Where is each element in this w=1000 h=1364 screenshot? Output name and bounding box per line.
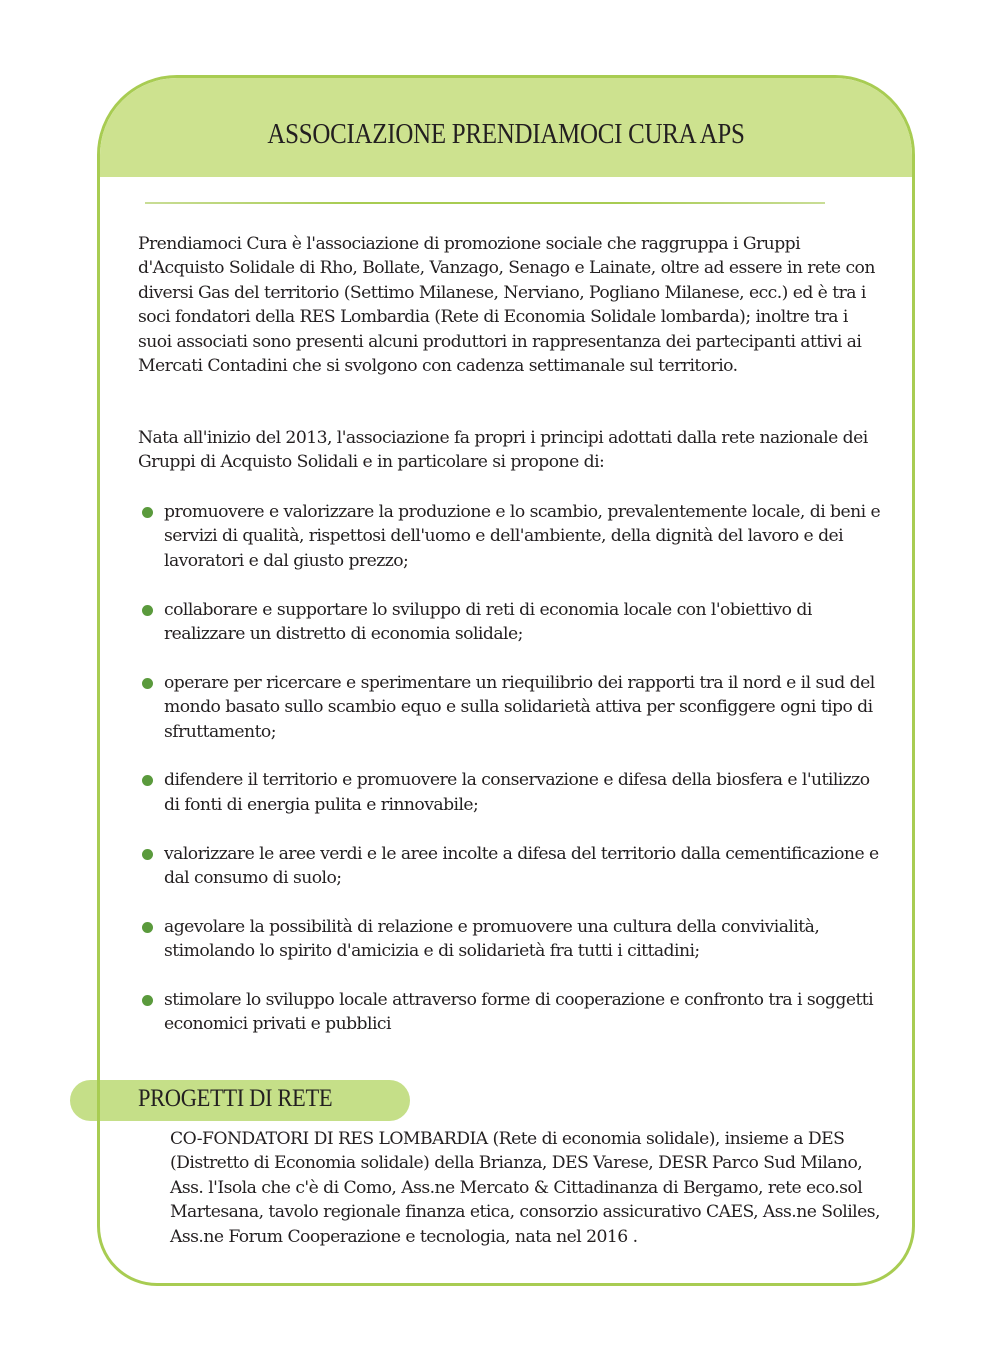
goal-text: difendere il territorio e promuovere la conservazione e difesa della biosfera e l'utilizzo di fonti di energia pulita e rinnovabile; — [164, 770, 870, 815]
bullet-dot-icon — [142, 507, 153, 518]
intro-paragraph: Prendiamoci Cura è l'associazione di promozione sociale che raggruppa i Gruppi d'Acquisto Solidale di Rho, Bollate, Vanzago, Senago e Lainate, oltre ad essere in rete con diversi Gas del territorio (Settimo Milanese, Nerviano, Pogliano Milanese, ecc.) ed è tra i soci fondatori della RES Lombardia (Rete di Economia Solidale lombarda); inoltre tra i suoi associati sono presenti alcuni produttori in rappresentanza dei partecipanti attivi ai Mercati Contadini che si svolgono con cadenza settimanale sul territorio. — [138, 234, 875, 377]
goal-item — [138, 915, 883, 964]
goal-item — [138, 842, 883, 891]
bullet-dot-icon — [142, 775, 153, 786]
goal-text: stimolare lo sviluppo locale attraverso forme di cooperazione e confronto tra i soggetti economici privati e pubblici — [164, 990, 874, 1035]
goal-text: agevolare la possibilità di relazione e promuovere una cultura della convivialità, stimolando lo spirito d'amicizia e di solidarietà fra tutti i cittadini; — [164, 916, 820, 962]
title-divider — [145, 202, 825, 204]
goal-text: collaborare e supportare lo sviluppo di reti di economia locale con l'obiettivo di realizzare un distretto di economia solidale; — [164, 599, 812, 645]
section-heading: PROGETTI DI RETE — [138, 1085, 333, 1112]
goal-item — [138, 768, 883, 817]
goal-text: valorizzare le aree verdi e le aree incolte a difesa del territorio dalla cementificazione e dal consumo di suolo; — [164, 843, 879, 889]
goals-intro-paragraph: Nata all'inizio del 2013, l'associazione fa propri i principi adottati dalla rete nazionale dei Gruppi di Acquisto Solidali e in particolare si propone di: — [138, 428, 868, 473]
goal-item — [138, 671, 883, 744]
network-projects-text: CO-FONDATORI DI RES LOMBARDIA (Rete di economia solidale), insieme a DES (Distretto di Economia solidale) della Brianza, DES Varese, DESR Parco Sud Milano, Ass. l'Isola che c'è di Como, Ass.ne Mercato & Cittadinanza di Bergamo, rete eco.sol Martesana, tavolo regionale finanza etica, consorzio assicurativo CAES, Ass.ne Soliles, Ass.ne Forum Cooperazione e tecnologia, nata nel 2016 . — [170, 1129, 880, 1247]
goal-item — [138, 500, 883, 573]
goals-list — [138, 500, 883, 1061]
page-title: ASSOCIAZIONE PRENDIAMOCI CURA APS — [267, 118, 745, 150]
bullet-dot-icon — [142, 605, 153, 616]
bullet-dot-icon — [142, 995, 153, 1006]
goal-text: promuovere e valorizzare la produzione e lo scambio, prevalentemente locale, di beni e servizi di qualità, rispettosi dell'uomo e dell'ambiente, della dignità del lavoro e dei lavoratori e dal giusto prezzo; — [164, 502, 881, 571]
bullet-dot-icon — [142, 922, 153, 933]
bullet-dot-icon — [142, 678, 153, 689]
goal-text: operare per ricercare e sperimentare un riequilibrio dei rapporti tra il nord e il sud del mondo basato sullo scambio equo e sulla solidarietà attiva per sconfiggere ogni tipo di sfruttamento; — [164, 672, 875, 742]
goal-item — [138, 598, 883, 647]
bullet-dot-icon — [142, 849, 153, 860]
goal-item — [138, 988, 883, 1037]
frame-border-segment — [97, 1080, 100, 1121]
